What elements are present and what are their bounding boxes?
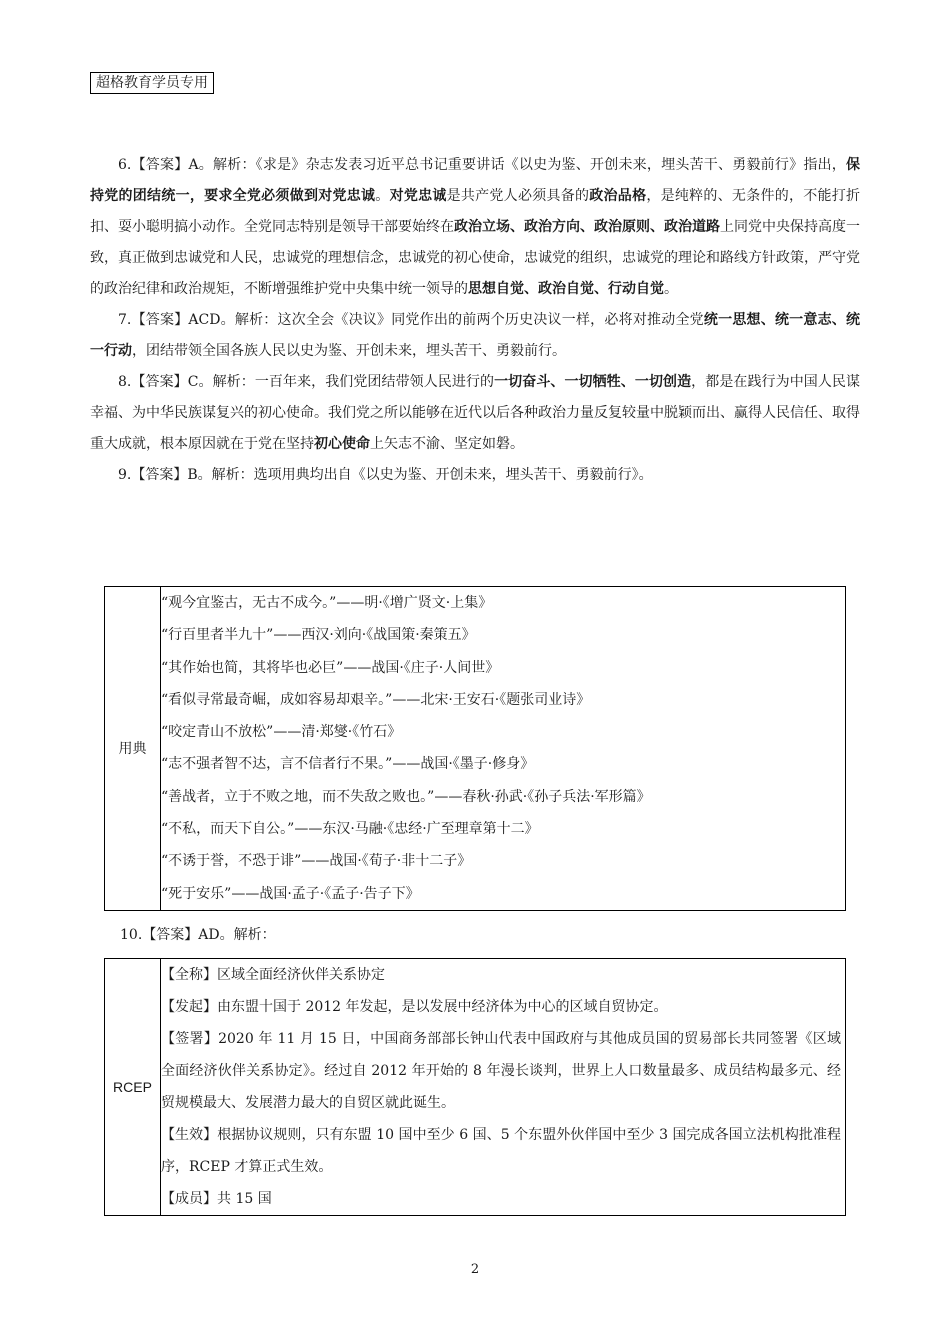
rcep-detail-item: 【成员】共 15 国	[161, 1191, 272, 1207]
allusion-item: “观今宜鉴古，无古不成今。”——明·《增广贤文·上集》	[161, 595, 493, 611]
rcep-detail-item: 【生效】根据协议规则，只有东盟 10 国中至少 6 国、5 个东盟外伙伴国中至少 3 国完成各国立法机构批准程序，RCEP 才算正式生效。	[161, 1127, 841, 1175]
allusion-item: “看似寻常最奇崛，成如容易却艰辛。”——北宋·王安石·《题张司业诗》	[161, 691, 591, 708]
answer-9: 9.【答案】B。解析：选项用典均出自《以史为鉴、开创未来，埋头苦干、勇毅前行》。	[118, 467, 653, 483]
allusion-item: “死于安乐”——战国·孟子·《孟子·告子下》	[161, 885, 420, 902]
answer-6-text: 。	[375, 188, 390, 204]
rcep-detail-item: 【发起】由东盟十国于 2012 年发起，是以发展中经济体为中心的区域自贸协定。	[161, 999, 668, 1015]
answer-6	[90, 150, 860, 305]
answer-7-text: ，团结带领全国各族人民以史为鉴、开创未来，埋头苦干、勇毅前行。	[132, 343, 566, 359]
rcep-detail-item: 【全称】区域全面经济伙伴关系协定	[161, 967, 385, 983]
answer-8-text: ，都是在践行为中国人民谋幸福、为中华民族谋复兴的初心使命。我们党之所以能够在近代以后各种政治力量反复较量中脱颖而出、赢得人民信任、取得重大成就，根本原因就在于党在坚持	[90, 374, 861, 452]
answer-6-key-point: 思想自觉、政治自觉、行动自觉	[468, 281, 664, 297]
answer-6-text: ，是纯粹的、无条件的，不能打折扣、耍小聪明搞小动作。全党同志特别是领导干部要始终在	[90, 188, 861, 235]
allusion-item: “志不强者智不达，言不信者行不果。”——战国·《墨子·修身》	[161, 756, 535, 773]
answer-6-key-point: 保持党的团结统一，要求全党必须做到对党忠诚	[90, 157, 860, 204]
answer-6-key-point: 政治品格	[589, 188, 647, 204]
allusion-list	[161, 587, 846, 911]
allusion-item: “不私，而天下自公。”——东汉·马融·《忠经·广至理章第十二》	[161, 821, 539, 838]
answer-7-key-point: 统一思想、统一意志、统一行动	[90, 312, 861, 359]
allusion-item: “不诱于誉，不恐于诽”——战国·《荀子·非十二子》	[161, 853, 472, 870]
allusion-table-label: 用典	[105, 587, 161, 911]
allusion-item: “其作始也简，其将毕也必巨”——战国·《庄子·人间世》	[161, 659, 500, 676]
rcep-detail-item: 【签署】2020 年 11 月 15 日，中国商务部部长钟山代表中国政府与其他成员国的贸易部长共同签署《区域全面经济伙伴关系协定》。经过自 2012 年开始的 8 年漫长谈判，世界上人口数量最多、成员结构最多元、经贸规模最大、发展潜力最大的自贸区就此诞生。	[161, 1031, 841, 1111]
answer-6-text: 上同党中央保持高度一致，真正做到忠诚党和人民，忠诚党的理想信念，忠诚党的初心使命，忠诚党的组织，忠诚党的理论和路线方针政策，严守党的政治纪律和政治规矩，不断增强维护党中央集中统一领导的	[90, 219, 860, 297]
answer-6-text: 6.【答案】A。解析：《求是》杂志发表习近平总书记重要讲话《以史为鉴、开创未来，埋头苦干、勇毅前行》指出，	[118, 157, 846, 173]
answer-6-key-point: 政治立场、政治方向、政治原则、政治道路	[454, 219, 720, 235]
rcep-table-label: RCEP	[105, 959, 161, 1216]
allusion-item: “咬定青山不放松”——清·郑燮·《竹石》	[161, 724, 402, 741]
answer-6-text: 。	[664, 281, 678, 297]
answer-content	[90, 150, 860, 491]
allusion-item: “善战者，立于不败之地，而不失敌之败也。”——春秋·孙武·《孙子兵法·军形篇》	[161, 788, 651, 805]
answer-10: 10.【答案】AD。解析：	[120, 927, 276, 943]
allusion-item: “行百里者半九十”——西汉·刘向·《战国策·秦策五》	[161, 627, 476, 644]
answer-6-key-point: 对党忠诚	[389, 188, 447, 204]
watermark-badge: 超格教育学员专用	[90, 72, 214, 94]
answer-8-text: 上矢志不渝、坚定如磐。	[370, 436, 524, 452]
answer-8	[90, 367, 860, 460]
answer-8-key-point: 一切奋斗、一切牺牲、一切创造	[494, 374, 692, 390]
answer-8-key-point: 初心使命	[314, 436, 370, 452]
answer-7	[90, 305, 860, 367]
page-number: 2	[470, 1262, 480, 1277]
rcep-details	[161, 959, 846, 1216]
answer-6-text: 是共产党人必须具备的	[446, 188, 590, 204]
answer-8-text: 8.【答案】C。解析：一百年来，我们党团结带领人民进行的	[118, 374, 495, 390]
allusion-table	[104, 586, 846, 911]
answer-7-text: 7.【答案】ACD。解析：这次全会《决议》同党作出的前两个历史决议一样，必将对推动全党	[118, 312, 704, 328]
rcep-table	[104, 958, 846, 1216]
